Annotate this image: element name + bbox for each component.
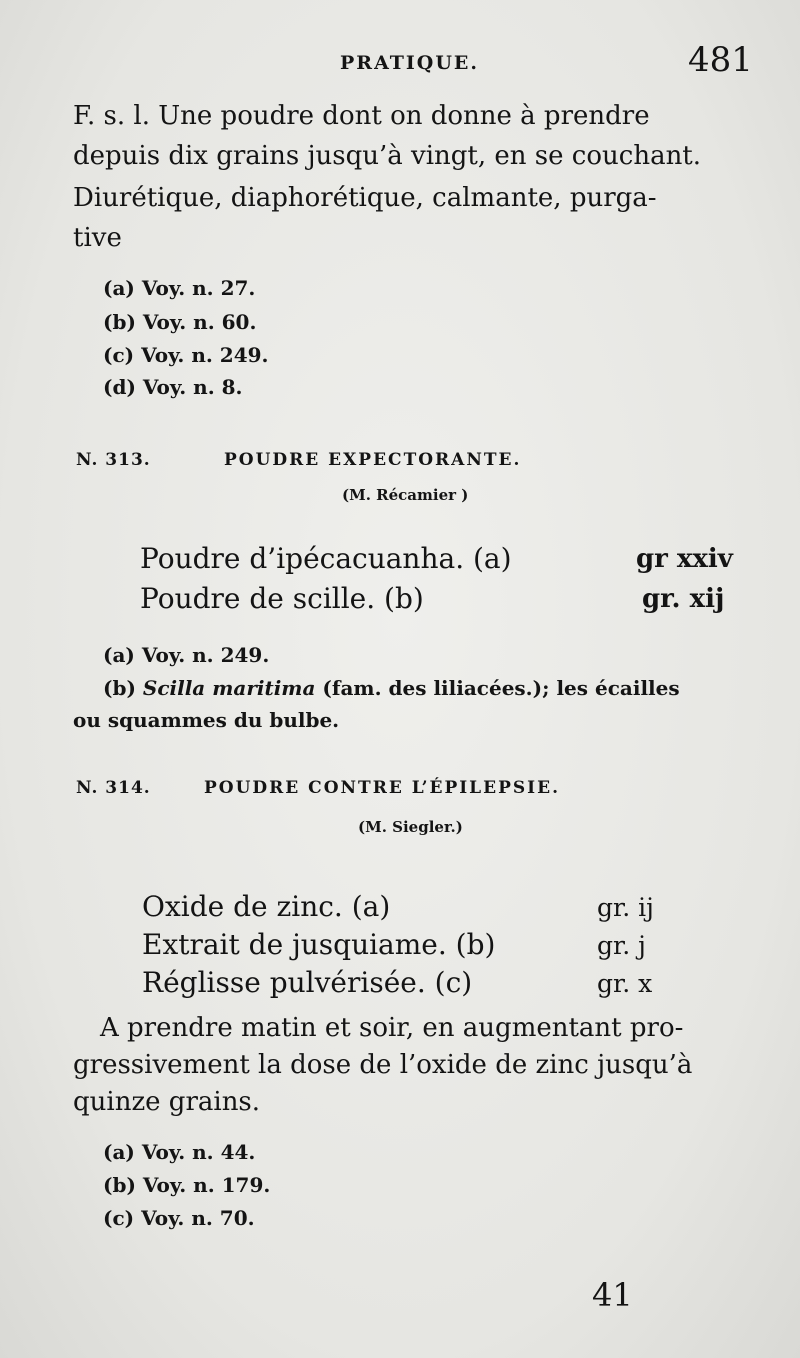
instruction-line-3: quinze grains. [73,1087,261,1117]
footnote-label: (b) [103,676,143,700]
ingredient-dose: gr. ij [597,893,654,922]
intro-line-2: depuis dix grains jusqu’à vingt, en se couchant. [73,141,702,171]
running-head: PRATIQUE. [340,52,480,74]
section-number: N. 313. [76,450,151,470]
section-attribution: (M. Récamier ) [342,486,469,504]
footnote: (b) Voy. n. 179. [103,1173,271,1197]
intro-line-1: F. s. l. Une poudre dont on donne à prendre [73,101,650,131]
section-attribution: (M. Siegler.) [358,818,463,836]
footnote: (a) Voy. n. 27. [103,276,256,300]
section-title: POUDRE EXPECTORANTE. [224,450,522,470]
ingredient-dose: gr. j [597,931,646,960]
ingredient-dose: gr. xij [642,584,725,614]
ingredient-name: Oxide de zinc. (a) [142,890,391,923]
ingredient-name: Extrait de jusquiame. (b) [142,928,496,961]
intro-line-3: Diurétique, diaphorétique, calmante, purga- [73,183,657,213]
ingredient-dose: gr. x [597,969,653,998]
footnote-b [103,676,680,700]
footnote: (b) Voy. n. 60. [103,310,257,334]
instruction-line-2: gressivement la dose de l’oxide de zinc jusqu’à [73,1050,693,1080]
footnote-species: Scilla maritima [142,676,316,700]
section-number: N. 314. [76,778,151,798]
ingredient-dose: gr xxiv [636,544,733,574]
ingredient-name: Réglisse pulvérisée. (c) [142,966,473,999]
signature-mark: 41 [592,1276,633,1314]
footnote-continuation: ou squammes du bulbe. [73,708,340,732]
section-title: POUDRE CONTRE L’ÉPILEPSIE. [204,778,560,798]
footnote-text: (fam. des liliacées.); les écailles [315,676,680,700]
footnote: (c) Voy. n. 70. [103,1206,255,1230]
ingredient-name: Poudre d’ipécacuanha. (a) [140,542,512,575]
footnote: (c) Voy. n. 249. [103,343,269,367]
instruction-line-1: A prendre matin et soir, en augmentant pro- [100,1013,684,1043]
intro-line-4: tive [73,223,122,253]
footnote: (a) Voy. n. 44. [103,1140,256,1164]
footnote: (a) Voy. n. 249. [103,643,270,667]
ingredient-name: Poudre de scille. (b) [140,582,424,615]
page-number: 481 [688,40,753,80]
footnote: (d) Voy. n. 8. [103,375,243,399]
